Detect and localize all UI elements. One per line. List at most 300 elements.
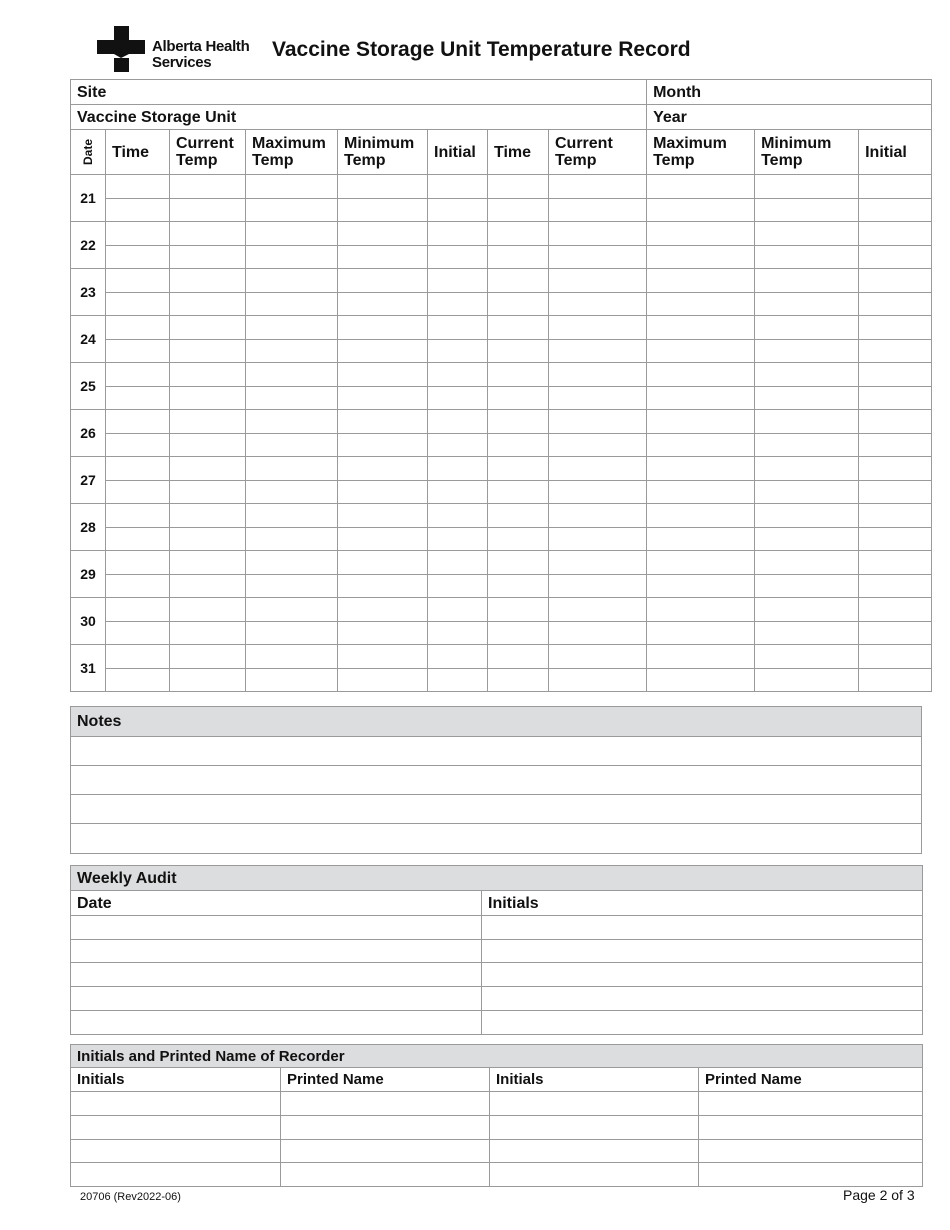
reading-cell[interactable] <box>755 363 859 387</box>
reading-cell[interactable] <box>549 669 647 692</box>
reading-cell[interactable] <box>755 316 859 340</box>
recorder-initials-cell[interactable] <box>71 1163 281 1187</box>
day-number: 23 <box>71 269 106 316</box>
table-row <box>71 504 932 528</box>
reading-cell[interactable] <box>106 340 170 363</box>
reading-cell[interactable] <box>755 669 859 692</box>
reading-cell[interactable] <box>338 504 428 528</box>
reading-cell[interactable] <box>647 269 755 293</box>
reading-cell[interactable] <box>755 528 859 551</box>
reading-cell[interactable] <box>428 387 488 410</box>
table-row <box>71 645 932 669</box>
reading-cell[interactable] <box>549 434 647 457</box>
reading-cell[interactable] <box>859 528 932 551</box>
reading-cell[interactable] <box>859 598 932 622</box>
reading-cell[interactable] <box>859 387 932 410</box>
audit-initials-cell[interactable] <box>482 987 923 1011</box>
reading-cell[interactable] <box>170 269 246 293</box>
reading-cell[interactable] <box>755 457 859 481</box>
reading-cell[interactable] <box>859 481 932 504</box>
reading-cell[interactable] <box>246 340 338 363</box>
audit-date-cell[interactable] <box>71 940 482 963</box>
reading-cell[interactable] <box>647 222 755 246</box>
reading-cell[interactable] <box>488 363 549 387</box>
reading-cell[interactable] <box>106 175 170 199</box>
reading-cell[interactable] <box>170 175 246 199</box>
reading-cell[interactable] <box>338 575 428 598</box>
notes-line[interactable] <box>71 795 922 824</box>
reading-cell[interactable] <box>428 363 488 387</box>
reading-cell[interactable] <box>428 528 488 551</box>
recorder-name-cell[interactable] <box>281 1116 490 1140</box>
reading-cell[interactable] <box>338 598 428 622</box>
reading-cell[interactable] <box>170 387 246 410</box>
reading-cell[interactable] <box>549 316 647 340</box>
reading-cell[interactable] <box>170 528 246 551</box>
reading-cell[interactable] <box>246 434 338 457</box>
reading-cell[interactable] <box>170 622 246 645</box>
reading-cell[interactable] <box>647 622 755 645</box>
reading-cell[interactable] <box>488 551 549 575</box>
reading-cell[interactable] <box>647 199 755 222</box>
reading-cell[interactable] <box>647 434 755 457</box>
table-row <box>71 410 932 434</box>
reading-cell[interactable] <box>859 457 932 481</box>
reading-cell[interactable] <box>647 316 755 340</box>
recorder-initials-cell[interactable] <box>71 1092 281 1116</box>
reading-cell[interactable] <box>647 645 755 669</box>
reading-cell[interactable] <box>428 575 488 598</box>
year-label: Year <box>653 108 687 126</box>
reading-cell[interactable] <box>488 434 549 457</box>
reading-cell[interactable] <box>647 340 755 363</box>
reading-cell[interactable] <box>755 645 859 669</box>
reading-cell[interactable] <box>549 175 647 199</box>
recorder-title: Initials and Printed Name of Recorder <box>71 1045 923 1068</box>
reading-cell[interactable] <box>488 269 549 293</box>
notes-section <box>70 706 922 854</box>
reading-cell[interactable] <box>859 504 932 528</box>
reading-cell[interactable] <box>246 551 338 575</box>
reading-cell[interactable] <box>428 434 488 457</box>
reading-cell[interactable] <box>488 387 549 410</box>
reading-cell[interactable] <box>647 363 755 387</box>
storage-unit-label: Vaccine Storage Unit <box>77 108 237 126</box>
reading-cell[interactable] <box>170 551 246 575</box>
reading-cell[interactable] <box>338 222 428 246</box>
recorder-printed-name-header: Printed Name <box>281 1068 490 1092</box>
reading-cell[interactable] <box>755 551 859 575</box>
reading-cell[interactable] <box>488 293 549 316</box>
reading-cell[interactable] <box>755 387 859 410</box>
reading-cell[interactable] <box>755 434 859 457</box>
reading-cell[interactable] <box>338 645 428 669</box>
reading-cell[interactable] <box>755 199 859 222</box>
storage-unit-field[interactable] <box>71 105 647 130</box>
recorder-name-cell[interactable] <box>699 1163 923 1187</box>
reading-cell[interactable] <box>647 669 755 692</box>
reading-cell[interactable] <box>859 316 932 340</box>
reading-cell[interactable] <box>549 645 647 669</box>
reading-cell[interactable] <box>549 269 647 293</box>
reading-cell[interactable] <box>859 622 932 645</box>
audit-initials-cell[interactable] <box>482 963 923 987</box>
reading-cell[interactable] <box>246 316 338 340</box>
reading-cell[interactable] <box>859 410 932 434</box>
reading-cell[interactable] <box>488 622 549 645</box>
reading-cell[interactable] <box>170 598 246 622</box>
reading-cell[interactable] <box>246 504 338 528</box>
reading-cell[interactable] <box>755 269 859 293</box>
reading-cell[interactable] <box>488 340 549 363</box>
reading-cell[interactable] <box>859 645 932 669</box>
day-number: 29 <box>71 551 106 598</box>
reading-cell[interactable] <box>170 340 246 363</box>
reading-cell[interactable] <box>246 575 338 598</box>
reading-cell[interactable] <box>106 669 170 692</box>
year-field[interactable] <box>647 105 932 130</box>
reading-cell[interactable] <box>647 481 755 504</box>
reading-cell[interactable] <box>428 269 488 293</box>
reading-cell[interactable] <box>859 269 932 293</box>
day-number: 27 <box>71 457 106 504</box>
reading-cell[interactable] <box>338 340 428 363</box>
reading-cell[interactable] <box>428 481 488 504</box>
reading-cell[interactable] <box>428 551 488 575</box>
reading-cell[interactable] <box>106 504 170 528</box>
reading-cell[interactable] <box>338 363 428 387</box>
audit-initials-cell[interactable] <box>482 1011 923 1035</box>
reading-cell[interactable] <box>428 246 488 269</box>
reading-cell[interactable] <box>428 504 488 528</box>
reading-cell[interactable] <box>488 645 549 669</box>
reading-cell[interactable] <box>549 481 647 504</box>
table-row <box>71 199 932 222</box>
temperature-record-table <box>70 79 932 692</box>
reading-cell[interactable] <box>647 598 755 622</box>
reading-cell[interactable] <box>246 669 338 692</box>
reading-cell[interactable] <box>106 222 170 246</box>
reading-cell[interactable] <box>549 199 647 222</box>
reading-cell[interactable] <box>106 575 170 598</box>
reading-cell[interactable] <box>755 340 859 363</box>
reading-cell[interactable] <box>170 481 246 504</box>
reading-cell[interactable] <box>488 575 549 598</box>
reading-cell[interactable] <box>755 575 859 598</box>
date-column-header: Date <box>80 138 95 166</box>
reading-cell[interactable] <box>488 410 549 434</box>
reading-cell[interactable] <box>549 504 647 528</box>
reading-cell[interactable] <box>170 316 246 340</box>
reading-cell[interactable] <box>246 269 338 293</box>
audit-initials-cell[interactable] <box>482 916 923 940</box>
current-temp-header-am: Current Temp <box>170 130 246 175</box>
reading-cell[interactable] <box>338 199 428 222</box>
reading-cell[interactable] <box>549 246 647 269</box>
recorder-name-cell[interactable] <box>699 1140 923 1163</box>
reading-cell[interactable] <box>246 293 338 316</box>
maximum-temp-header-pm: Maximum Temp <box>647 130 755 175</box>
reading-cell[interactable] <box>246 222 338 246</box>
minimum-temp-header-am: Minimum Temp <box>338 130 428 175</box>
reading-cell[interactable] <box>106 293 170 316</box>
reading-cell[interactable] <box>549 222 647 246</box>
audit-date-header: Date <box>71 891 482 916</box>
reading-cell[interactable] <box>338 622 428 645</box>
day-number: 30 <box>71 598 106 645</box>
reading-cell[interactable] <box>106 199 170 222</box>
reading-cell[interactable] <box>755 246 859 269</box>
reading-cell[interactable] <box>170 645 246 669</box>
reading-cell[interactable] <box>428 222 488 246</box>
reading-cell[interactable] <box>246 598 338 622</box>
reading-cell[interactable] <box>549 410 647 434</box>
reading-cell[interactable] <box>106 434 170 457</box>
reading-cell[interactable] <box>106 363 170 387</box>
table-row <box>71 246 932 269</box>
reading-cell[interactable] <box>170 199 246 222</box>
reading-cell[interactable] <box>428 316 488 340</box>
day-rows <box>71 175 932 692</box>
reading-cell[interactable] <box>106 387 170 410</box>
month-field[interactable] <box>647 80 932 105</box>
recorder-initials-cell[interactable] <box>71 1116 281 1140</box>
reading-cell[interactable] <box>428 340 488 363</box>
audit-date-cell[interactable] <box>71 1011 482 1035</box>
reading-cell[interactable] <box>170 410 246 434</box>
reading-cell[interactable] <box>859 340 932 363</box>
recorder-initials-cell[interactable] <box>490 1092 699 1116</box>
reading-cell[interactable] <box>246 481 338 504</box>
reading-cell[interactable] <box>106 551 170 575</box>
recorder-name-cell[interactable] <box>281 1140 490 1163</box>
reading-cell[interactable] <box>106 622 170 645</box>
audit-date-cell[interactable] <box>71 987 482 1011</box>
notes-line[interactable] <box>71 766 922 795</box>
reading-cell[interactable] <box>106 316 170 340</box>
day-number: 22 <box>71 222 106 269</box>
reading-cell[interactable] <box>428 669 488 692</box>
table-row <box>71 387 932 410</box>
reading-cell[interactable] <box>170 457 246 481</box>
reading-cell[interactable] <box>246 410 338 434</box>
reading-cell[interactable] <box>549 293 647 316</box>
reading-cell[interactable] <box>170 293 246 316</box>
table-row <box>71 598 932 622</box>
reading-cell[interactable] <box>170 434 246 457</box>
reading-cell[interactable] <box>859 669 932 692</box>
recorder-initials-cell[interactable] <box>490 1140 699 1163</box>
reading-cell[interactable] <box>488 457 549 481</box>
table-row <box>71 575 932 598</box>
reading-cell[interactable] <box>338 551 428 575</box>
reading-cell[interactable] <box>428 410 488 434</box>
day-number: 24 <box>71 316 106 363</box>
reading-cell[interactable] <box>488 481 549 504</box>
reading-cell[interactable] <box>647 457 755 481</box>
reading-cell[interactable] <box>488 199 549 222</box>
reading-cell[interactable] <box>338 293 428 316</box>
reading-cell[interactable] <box>338 387 428 410</box>
reading-cell[interactable] <box>755 175 859 199</box>
recorder-initials-cell[interactable] <box>490 1116 699 1140</box>
table-row <box>71 293 932 316</box>
reading-cell[interactable] <box>549 528 647 551</box>
reading-cell[interactable] <box>246 363 338 387</box>
recorder-name-cell[interactable] <box>281 1163 490 1187</box>
reading-cell[interactable] <box>106 645 170 669</box>
reading-cell[interactable] <box>488 528 549 551</box>
reading-cell[interactable] <box>106 598 170 622</box>
reading-cell[interactable] <box>755 222 859 246</box>
reading-cell[interactable] <box>338 269 428 293</box>
reading-cell[interactable] <box>170 363 246 387</box>
reading-cell[interactable] <box>106 410 170 434</box>
audit-date-cell[interactable] <box>71 963 482 987</box>
reading-cell[interactable] <box>647 575 755 598</box>
reading-cell[interactable] <box>170 222 246 246</box>
reading-cell[interactable] <box>488 175 549 199</box>
reading-cell[interactable] <box>488 669 549 692</box>
reading-cell[interactable] <box>549 551 647 575</box>
month-label: Month <box>653 83 702 101</box>
day-number: 21 <box>71 175 106 222</box>
audit-date-cell[interactable] <box>71 916 482 940</box>
reading-cell[interactable] <box>338 528 428 551</box>
reading-cell[interactable] <box>338 669 428 692</box>
time-header-am: Time <box>106 130 170 175</box>
reading-cell[interactable] <box>106 528 170 551</box>
reading-cell[interactable] <box>428 457 488 481</box>
table-row <box>71 340 932 363</box>
recorder-printed-name-header: Printed Name <box>699 1068 923 1092</box>
reading-cell[interactable] <box>170 246 246 269</box>
reading-cell[interactable] <box>549 457 647 481</box>
reading-cell[interactable] <box>170 669 246 692</box>
reading-cell[interactable] <box>549 387 647 410</box>
reading-cell[interactable] <box>246 246 338 269</box>
reading-cell[interactable] <box>428 645 488 669</box>
reading-cell[interactable] <box>170 575 246 598</box>
recorder-initials-cell[interactable] <box>490 1163 699 1187</box>
reading-cell[interactable] <box>647 528 755 551</box>
reading-cell[interactable] <box>338 175 428 199</box>
table-row <box>71 669 932 692</box>
reading-cell[interactable] <box>755 293 859 316</box>
logo-line-2: Services <box>152 54 212 71</box>
reading-cell[interactable] <box>106 481 170 504</box>
reading-cell[interactable] <box>338 410 428 434</box>
reading-cell[interactable] <box>246 457 338 481</box>
recorder-initials-cell[interactable] <box>71 1140 281 1163</box>
reading-cell[interactable] <box>549 363 647 387</box>
reading-cell[interactable] <box>859 246 932 269</box>
reading-cell[interactable] <box>859 551 932 575</box>
time-header-pm: Time <box>488 130 549 175</box>
reading-cell[interactable] <box>488 222 549 246</box>
weekly-audit-section <box>70 865 923 1035</box>
reading-cell[interactable] <box>647 410 755 434</box>
minimum-temp-header-pm: Minimum Temp <box>755 130 859 175</box>
reading-cell[interactable] <box>428 175 488 199</box>
reading-cell[interactable] <box>549 575 647 598</box>
reading-cell[interactable] <box>859 222 932 246</box>
notes-line[interactable] <box>71 737 922 766</box>
audit-initials-header: Initials <box>482 891 923 916</box>
table-row <box>71 457 932 481</box>
reading-cell[interactable] <box>428 293 488 316</box>
reading-cell[interactable] <box>647 387 755 410</box>
reading-cell[interactable] <box>428 622 488 645</box>
audit-initials-cell[interactable] <box>482 940 923 963</box>
reading-cell[interactable] <box>859 199 932 222</box>
logo-line-1: Alberta Health <box>152 38 250 55</box>
reading-cell[interactable] <box>859 175 932 199</box>
table-row <box>71 481 932 504</box>
reading-cell[interactable] <box>647 246 755 269</box>
reading-cell[interactable] <box>755 410 859 434</box>
reading-cell[interactable] <box>647 175 755 199</box>
reading-cell[interactable] <box>246 175 338 199</box>
reading-cell[interactable] <box>428 598 488 622</box>
reading-cell[interactable] <box>246 199 338 222</box>
reading-cell[interactable] <box>170 504 246 528</box>
reading-cell[interactable] <box>647 551 755 575</box>
reading-cell[interactable] <box>246 387 338 410</box>
reading-cell[interactable] <box>106 246 170 269</box>
recorder-name-cell[interactable] <box>699 1092 923 1116</box>
reading-cell[interactable] <box>859 363 932 387</box>
reading-cell[interactable] <box>755 481 859 504</box>
reading-cell[interactable] <box>859 293 932 316</box>
recorder-initials-header: Initials <box>71 1068 281 1092</box>
reading-cell[interactable] <box>488 246 549 269</box>
form-code: 20706 (Rev2022-06) <box>80 1191 181 1203</box>
reading-cell[interactable] <box>755 622 859 645</box>
reading-cell[interactable] <box>338 246 428 269</box>
reading-cell[interactable] <box>549 340 647 363</box>
reading-cell[interactable] <box>859 575 932 598</box>
reading-cell[interactable] <box>488 504 549 528</box>
reading-cell[interactable] <box>647 504 755 528</box>
reading-cell[interactable] <box>488 598 549 622</box>
reading-cell[interactable] <box>246 622 338 645</box>
recorder-section <box>70 1044 923 1187</box>
reading-cell[interactable] <box>647 293 755 316</box>
weekly-audit-title: Weekly Audit <box>71 866 923 891</box>
reading-cell[interactable] <box>246 645 338 669</box>
reading-cell[interactable] <box>755 504 859 528</box>
reading-cell[interactable] <box>755 598 859 622</box>
notes-line[interactable] <box>71 824 922 854</box>
day-number: 31 <box>71 645 106 692</box>
recorder-name-cell[interactable] <box>699 1116 923 1140</box>
reading-cell[interactable] <box>338 457 428 481</box>
site-field[interactable] <box>71 80 647 105</box>
reading-cell[interactable] <box>549 622 647 645</box>
reading-cell[interactable] <box>246 528 338 551</box>
recorder-name-cell[interactable] <box>281 1092 490 1116</box>
reading-cell[interactable] <box>338 316 428 340</box>
reading-cell[interactable] <box>338 434 428 457</box>
reading-cell[interactable] <box>106 269 170 293</box>
reading-cell[interactable] <box>106 457 170 481</box>
reading-cell[interactable] <box>549 598 647 622</box>
reading-cell[interactable] <box>428 199 488 222</box>
reading-cell[interactable] <box>488 316 549 340</box>
reading-cell[interactable] <box>859 434 932 457</box>
reading-cell[interactable] <box>338 481 428 504</box>
